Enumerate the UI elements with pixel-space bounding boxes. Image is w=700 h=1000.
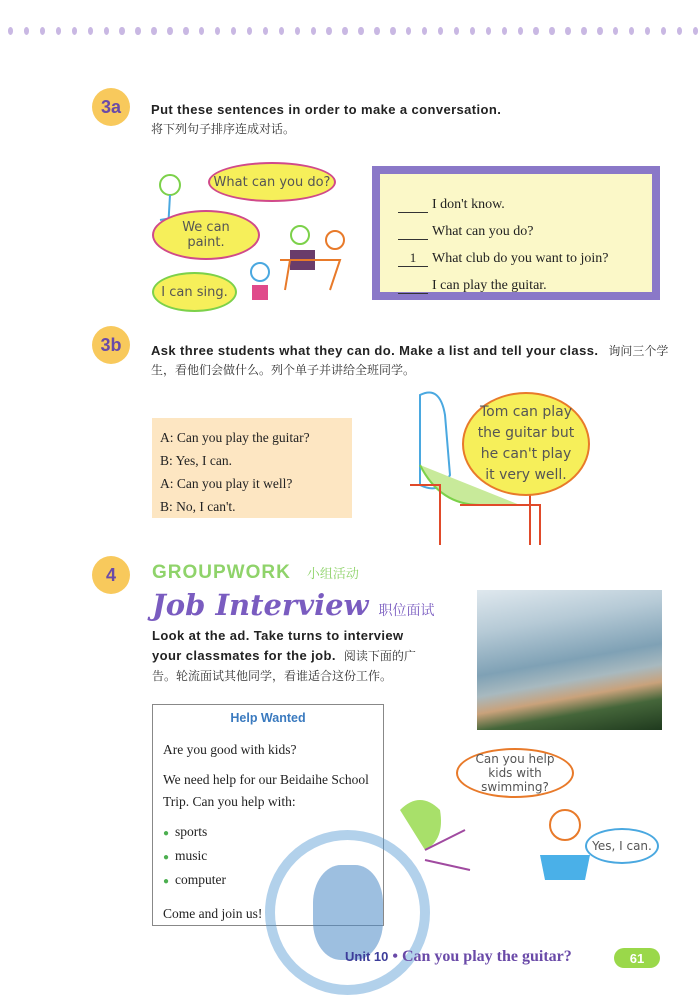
groupwork-label bbox=[152, 562, 359, 584]
answer-blank[interactable]: 1 bbox=[398, 251, 428, 267]
ordering-item bbox=[398, 240, 634, 267]
watermark-stamp bbox=[265, 830, 430, 995]
speech-bubble: We can paint. bbox=[152, 210, 260, 260]
section-badge-4: 4 bbox=[92, 556, 130, 594]
dialog-line: A: Can you play it well? bbox=[160, 476, 293, 491]
activity-title-cn: 职位面试 bbox=[378, 603, 435, 619]
page-footer: Unit 10 • Can you play the guitar? bbox=[345, 948, 572, 965]
dialog-line: B: No, I can't. bbox=[160, 499, 236, 514]
dialog-line: A: Can you play the guitar? bbox=[160, 430, 310, 445]
dialog-line: B: Yes, I can. bbox=[160, 453, 233, 468]
page-number: 61 bbox=[614, 948, 660, 968]
speech-bubble: Yes, I can. bbox=[585, 828, 659, 864]
instruction-cn: 询问三个学生，看他们会做什么。列个单子并讲给全班同学。 bbox=[151, 344, 669, 377]
instruction-4 bbox=[152, 626, 432, 686]
speech-bubble: What can you do? bbox=[208, 162, 336, 202]
ad-body: We need help for our Beidaihe School Trip. Can you help with: bbox=[163, 772, 369, 809]
item-text: I don't know. bbox=[432, 197, 505, 212]
answer-blank[interactable] bbox=[398, 278, 428, 294]
ad-list-item: ● music bbox=[163, 845, 373, 869]
instruction-3b bbox=[151, 341, 671, 379]
ad-list-item: ● computer bbox=[163, 869, 373, 893]
instruction-text: Look at the ad. Take turns to interview your classmates for the job. bbox=[152, 628, 404, 663]
item-text: I can play the guitar. bbox=[432, 278, 547, 293]
beach-photo bbox=[477, 590, 662, 730]
activity-heading bbox=[152, 588, 435, 622]
speech-bubble: I can sing. bbox=[152, 272, 237, 312]
unit-label: Unit 10 bbox=[345, 949, 389, 964]
section-badge-3a: 3a bbox=[92, 88, 130, 126]
item-text: What can you do? bbox=[432, 224, 534, 239]
groupwork-title: GROUPWORK bbox=[152, 562, 291, 583]
instruction-text: Put these sentences in order to make a conversation. bbox=[151, 102, 502, 117]
ad-title: Help Wanted bbox=[230, 711, 306, 725]
instruction-cn: 将下列句子排序连成对话。 bbox=[151, 122, 296, 136]
instruction-cn: 阅读下面的广告。轮流面试其他同学，看谁适合这份工作。 bbox=[152, 649, 416, 683]
speech-bubble: Tom can play the guitar but he can't play it very well. bbox=[462, 392, 590, 496]
ad-list-item: ● sports bbox=[163, 821, 373, 845]
answer-blank[interactable] bbox=[398, 224, 428, 240]
ordering-item bbox=[398, 267, 634, 294]
activity-title: Job Interview bbox=[152, 588, 369, 622]
ordering-exercise-box bbox=[372, 166, 660, 300]
section-badge-3b: 3b bbox=[92, 326, 130, 364]
instruction-3a bbox=[151, 102, 501, 137]
unit-title: Can you play the guitar? bbox=[401, 948, 572, 965]
item-text: What club do you want to join? bbox=[432, 251, 609, 266]
ad-closing: Come and join us! bbox=[163, 906, 263, 921]
example-dialog bbox=[152, 418, 352, 518]
ordering-item bbox=[398, 213, 634, 240]
groupwork-cn: 小组活动 bbox=[306, 567, 359, 582]
decorative-dot-border bbox=[8, 27, 698, 35]
ad-question: Are you good with kids? bbox=[163, 742, 297, 757]
speech-bubble: Can you help kids with swimming? bbox=[456, 748, 574, 798]
ordering-item bbox=[398, 186, 634, 213]
answer-blank[interactable] bbox=[398, 197, 428, 213]
instruction-text: Ask three students what they can do. Make a list and tell your class. bbox=[151, 343, 599, 358]
